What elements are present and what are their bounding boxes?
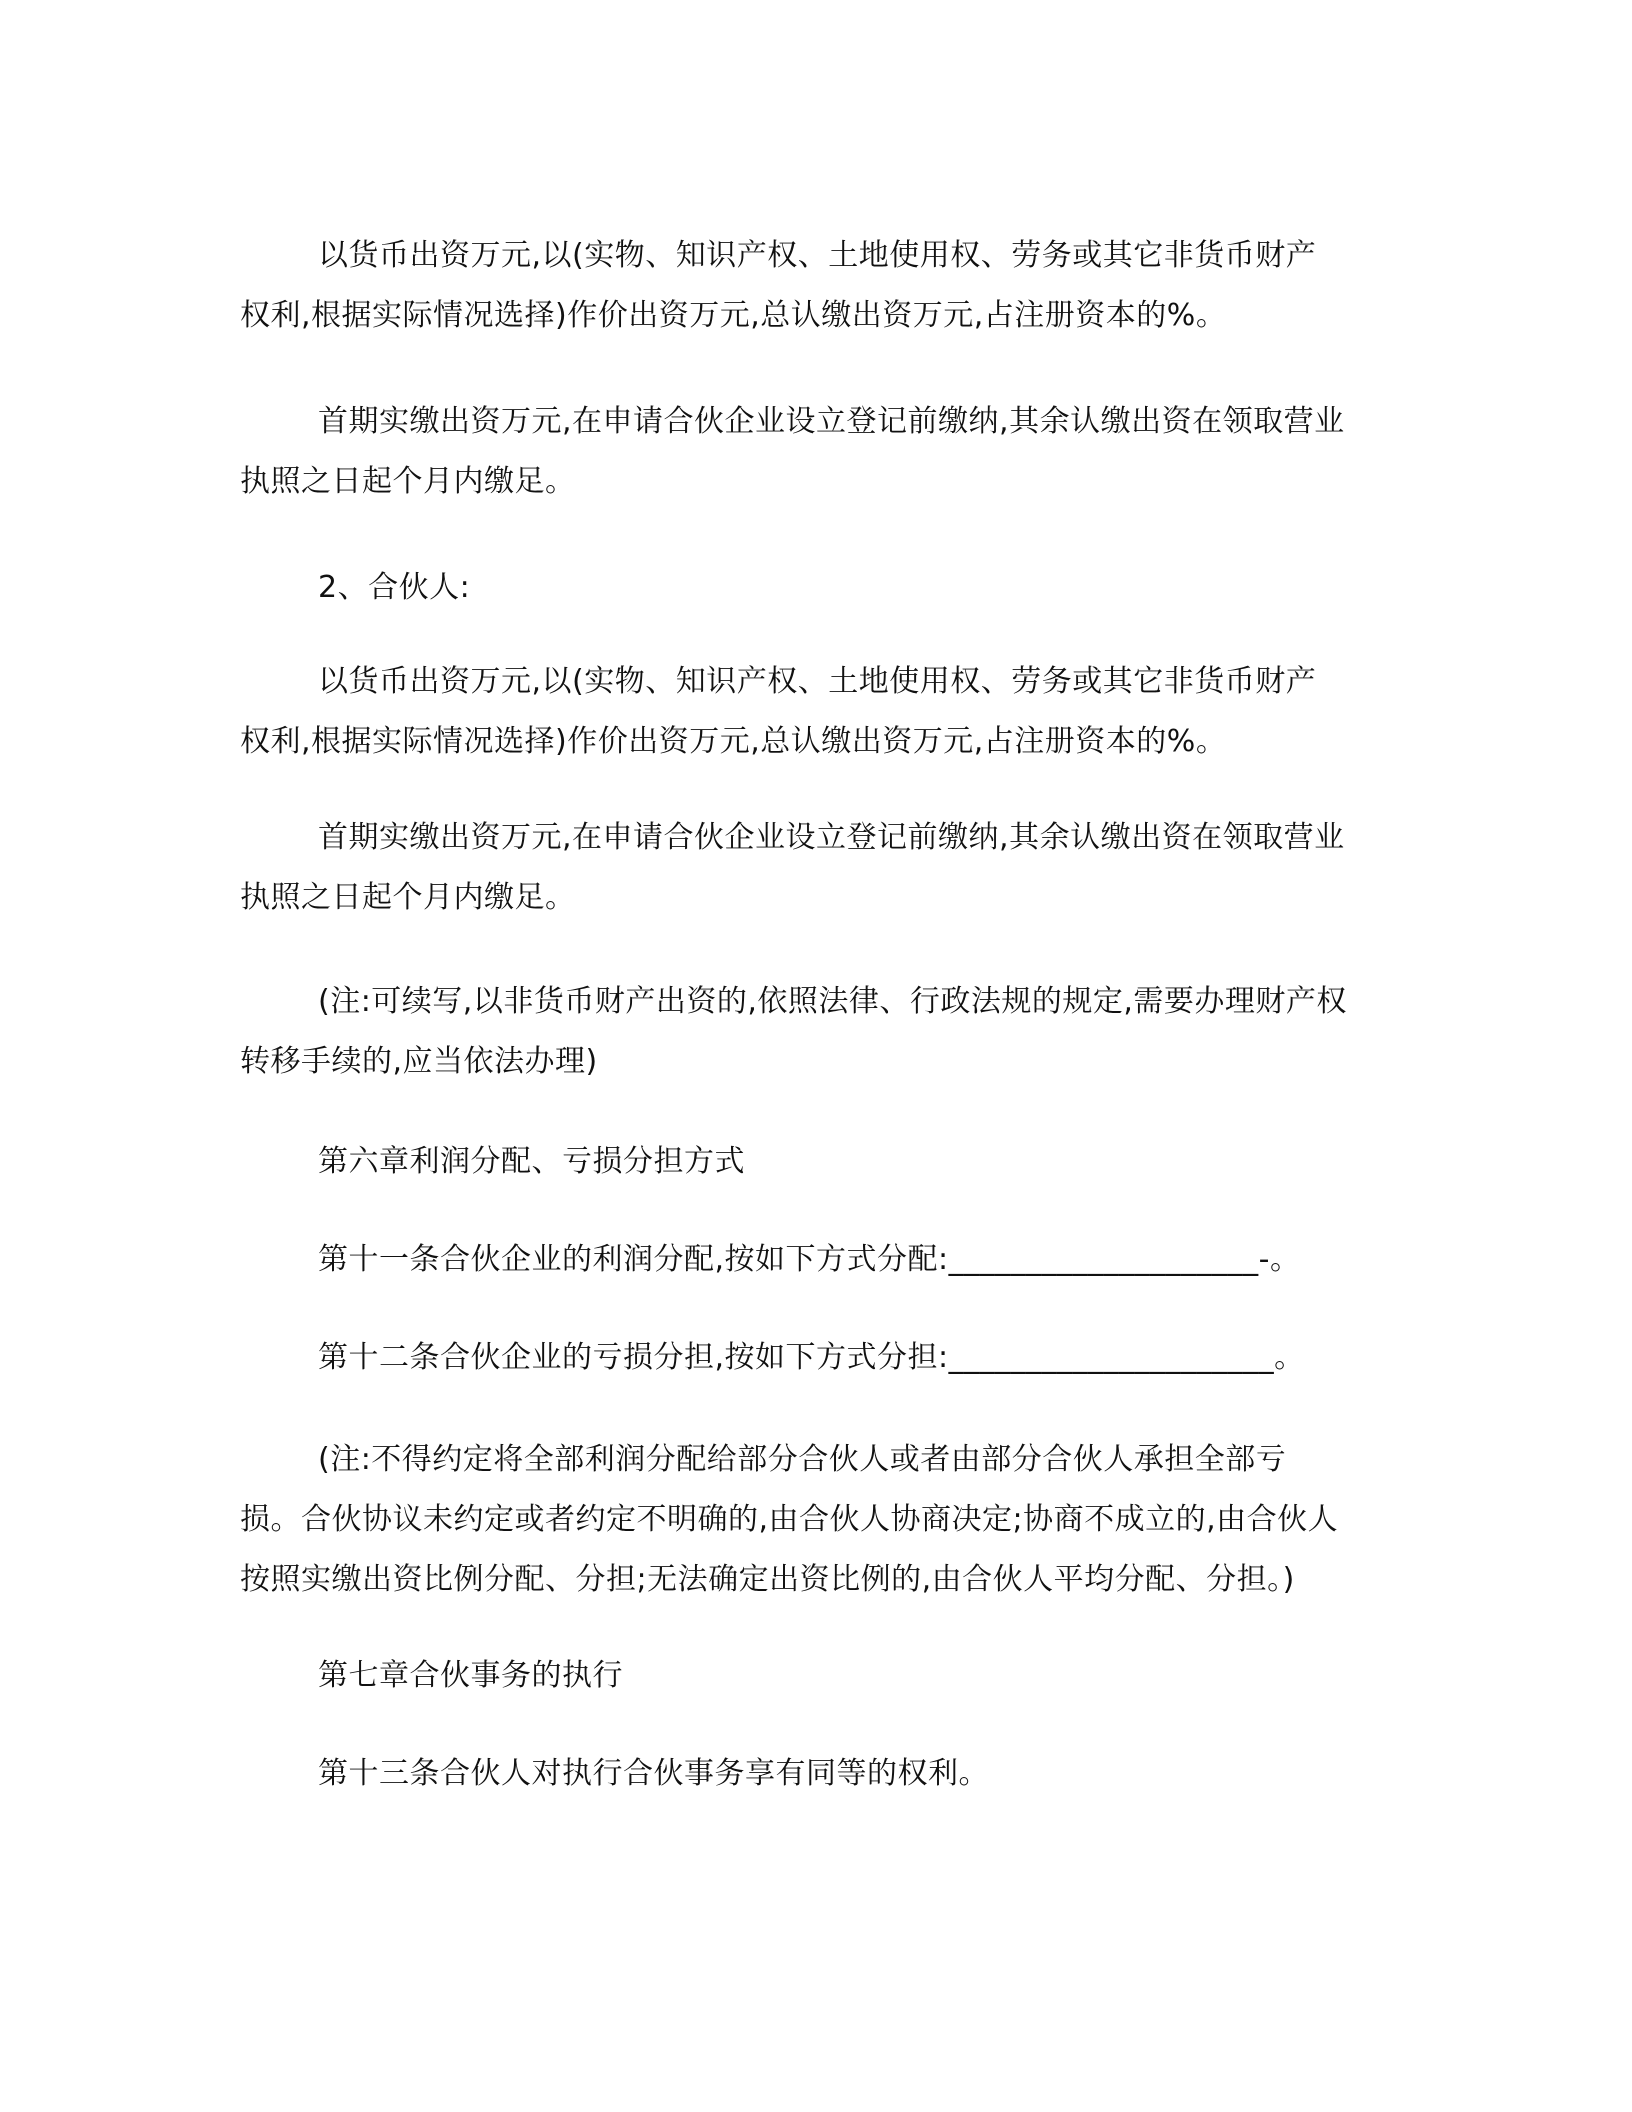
paragraph-line: 以货币出资万元,以(实物、知识产权、土地使用权、劳务或其它非货币财产 — [318, 238, 1317, 273]
paragraph-line: 第十三条合伙人对执行合伙事务享有同等的权利。 — [318, 1756, 989, 1791]
paragraph-line: 首期实缴出资万元,在申请合伙企业设立登记前缴纳,其余认缴出资在领取营业 — [318, 404, 1345, 439]
paragraph-line: 执照之日起个月内缴足。 — [240, 464, 576, 499]
paragraph-line: 第十一条合伙企业的利润分配,按如下方式分配:____________________-。 — [318, 1242, 1301, 1277]
article-twelve — [240, 1328, 1390, 1388]
paragraph-line: 第六章利润分配、亏损分担方式 — [318, 1144, 745, 1179]
paragraph-payment-terms-2 — [240, 808, 1390, 928]
article-thirteen — [240, 1744, 1390, 1804]
paragraph-line: 第七章合伙事务的执行 — [318, 1658, 623, 1693]
paragraph-line: 2、合伙人: — [318, 570, 471, 605]
paragraph-line: 按照实缴出资比例分配、分担;无法确定出资比例的,由合伙人平均分配、分担。) — [240, 1562, 1295, 1597]
paragraph-line: 损。合伙协议未约定或者约定不明确的,由合伙人协商决定;协商不成立的,由合伙人 — [240, 1502, 1339, 1537]
paragraph-contribution-terms-1 — [240, 226, 1390, 346]
paragraph-line: 以货币出资万元,以(实物、知识产权、土地使用权、劳务或其它非货币财产 — [318, 664, 1317, 699]
paragraph-note-profit-loss — [240, 1430, 1390, 1610]
paragraph-partner-heading — [240, 558, 1390, 618]
chapter-heading-seven — [240, 1646, 1390, 1706]
paragraph-payment-terms-1 — [240, 392, 1390, 512]
paragraph-line: (注:不得约定将全部利润分配给部分合伙人或者由部分合伙人承担全部亏 — [318, 1442, 1287, 1477]
paragraph-line: 权利,根据实际情况选择)作价出资万元,总认缴出资万元,占注册资本的%。 — [240, 298, 1227, 333]
paragraph-line: 首期实缴出资万元,在申请合伙企业设立登记前缴纳,其余认缴出资在领取营业 — [318, 820, 1345, 855]
paragraph-line: 第十二条合伙企业的亏损分担,按如下方式分担:_____________________。 — [318, 1340, 1305, 1375]
paragraph-line: (注:可续写,以非货币财产出资的,依照法律、行政法规的规定,需要办理财产权 — [318, 984, 1347, 1019]
article-eleven — [240, 1230, 1390, 1290]
paragraph-line: 执照之日起个月内缴足。 — [240, 880, 576, 915]
paragraph-contribution-terms-2 — [240, 652, 1390, 772]
paragraph-line: 转移手续的,应当依法办理) — [240, 1044, 598, 1079]
paragraph-note-non-monetary — [240, 972, 1390, 1092]
paragraph-line: 权利,根据实际情况选择)作价出资万元,总认缴出资万元,占注册资本的%。 — [240, 724, 1227, 759]
chapter-heading-six — [240, 1132, 1390, 1192]
